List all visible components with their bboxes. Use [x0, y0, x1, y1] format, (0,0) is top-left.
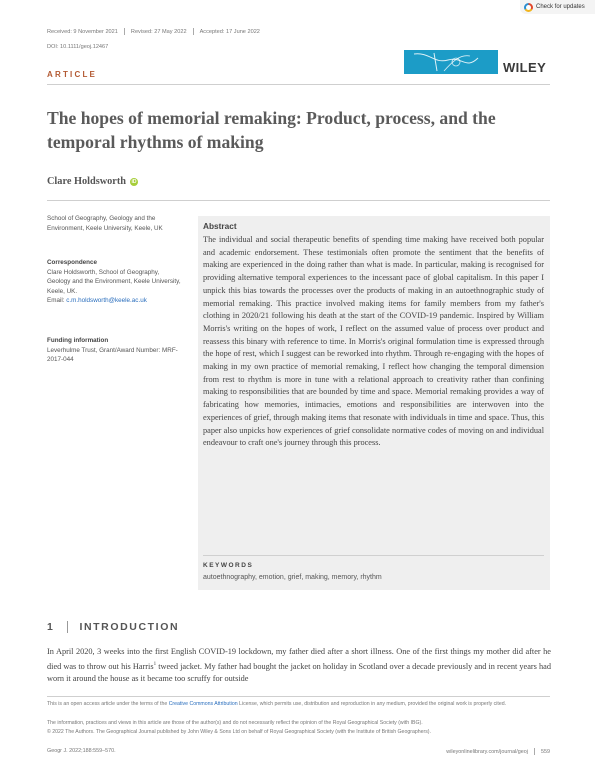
abstract-text: The individual and social therapeutic benefits of spending time making have received both popular and academic endorsement. These testimonials often promote the sentiment that the benefits of making are experienced in the doing rather than what is made. In particular, making is recognised for providing alternative temporal experiences to the incessant pace of global capitalism. In this paper I unpick this bias towards the processes over the products of making in an autoethnographic study of memorial remaking. This practice involved making items for family members from my father's clothing in 2020/21 following his death at the start of the COVID-19 pandemic. Inspired by William Morris's writing on the hopes of work, I reflect on the assumed value of process over product and reassess this binary with reference to time. In Morris's original formulation time is expressed through the hope of rest, which I suggest can be reworked into rhythm. Through re-engaging with the hopes of making in my own practice of memorial remaking, I reflect how changing the temporal dimension from rest to rhythm is more in tune with a relational approach to creativity rather than confining making to responsibilities that are bounded by time and space. Memorial remaking provides a way of fabricating how memories, intimacies, emotions and responsibilities are interwoven into the experiences of grief, through making items that resonate with individuals in time and space. Thus, this paper also unpicks how experiences of grief consolidate normative codes of moving on and individual endeavour to craft one's journey through this process.	[203, 235, 544, 448]
disclaimer: The information, practices and views in this article are those of the author(s) and do not necessarily reflect the opinion of the Royal Geographical Society (with IBG).	[47, 720, 423, 726]
crossmark-icon	[524, 3, 533, 12]
article-type: ARTICLE	[47, 70, 98, 79]
license-link[interactable]: Creative Commons Attribution	[168, 701, 238, 707]
correspondence-block	[47, 258, 184, 306]
correspondence-heading: Correspondence	[47, 259, 98, 266]
publisher-logo: WILEY	[503, 60, 547, 75]
check-for-updates-button[interactable]	[520, 0, 595, 14]
divider	[534, 748, 535, 755]
funding-text: Leverhulme Trust, Grant/Award Number: MRF-2017-044	[47, 346, 178, 364]
article-title: The hopes of memorial remaking: Product, process, and the temporal rhythms of making	[47, 108, 496, 152]
divider	[124, 28, 125, 35]
page-footer-right	[446, 748, 550, 755]
section-heading	[47, 621, 179, 633]
journal-site-link[interactable]: wileyonlinelibrary.com/journal/geoj	[446, 748, 528, 755]
received-date: Received: 9 November 2021	[47, 28, 118, 35]
footnote-marker[interactable]: 1	[153, 661, 157, 667]
divider	[47, 84, 550, 85]
journal-logo-graphic	[404, 50, 498, 74]
funding-block	[47, 336, 184, 365]
license-text-b: License, which permits use, distribution and reproduction in any medium, provided the original work is properly cited.	[237, 701, 507, 707]
divider	[47, 696, 550, 697]
license-text-a: This is an open access article under the terms of the	[47, 701, 169, 707]
doi[interactable]: DOI: 10.1111/geoj.12467	[47, 44, 109, 50]
abstract-heading: Abstract	[203, 221, 237, 231]
author-line	[47, 176, 138, 187]
orcid-icon[interactable]: iD	[131, 178, 137, 185]
check-for-updates-label: Check for updates	[536, 4, 585, 10]
journal-logo	[404, 50, 498, 74]
license-note	[47, 700, 552, 709]
divider	[47, 200, 550, 201]
citation: Geogr J. 2022;188:559–570.	[47, 748, 116, 754]
revised-date: Revised: 27 May 2022	[130, 28, 187, 35]
accepted-date: Accepted: 17 June 2022	[199, 28, 260, 35]
intro-text-b: tweed jacket. My father had bought the jacket on holiday in Scotland over a decade previously and in recent years had worn it around the house as it became too scruffy for outside	[47, 661, 551, 684]
page-number: 559	[541, 748, 550, 755]
copyright: © 2022 The Authors. The Geographical Journal published by John Wiley & Sons Ltd on behalf of Royal Geographical Society (with the Institute of British Geographers).	[47, 729, 431, 735]
article-dates	[47, 28, 260, 35]
intro-text-a: In April 2020, 3 weeks into the first English COVID-19 lockdown, my father died after a short illness. One of the first things my mother did after he died was to throw out his Harris	[47, 647, 551, 671]
intro-paragraph	[47, 646, 551, 686]
funding-heading: Funding information	[47, 337, 109, 344]
section-number: 1	[47, 621, 55, 633]
page-footer	[47, 748, 550, 755]
author-name[interactable]: Clare Holdsworth	[47, 176, 127, 187]
divider	[67, 621, 68, 633]
correspondence-address: Clare Holdsworth, School of Geography, Geology and the Environment, Keele University, Keele, UK.	[47, 268, 181, 295]
keywords-list: autoethnography, emotion, grief, making, memory, rhythm	[203, 574, 382, 581]
email-line	[47, 296, 184, 306]
email-link[interactable]: c.m.holdsworth@keele.ac.uk	[66, 297, 147, 305]
email-label: Email:	[47, 297, 65, 305]
section-title: INTRODUCTION	[79, 621, 180, 633]
keywords-heading: KEYWORDS	[203, 562, 254, 569]
divider	[193, 28, 194, 35]
affiliation: School of Geography, Geology and the Environment, Keele University, Keele, UK	[47, 215, 163, 232]
divider	[203, 555, 544, 556]
